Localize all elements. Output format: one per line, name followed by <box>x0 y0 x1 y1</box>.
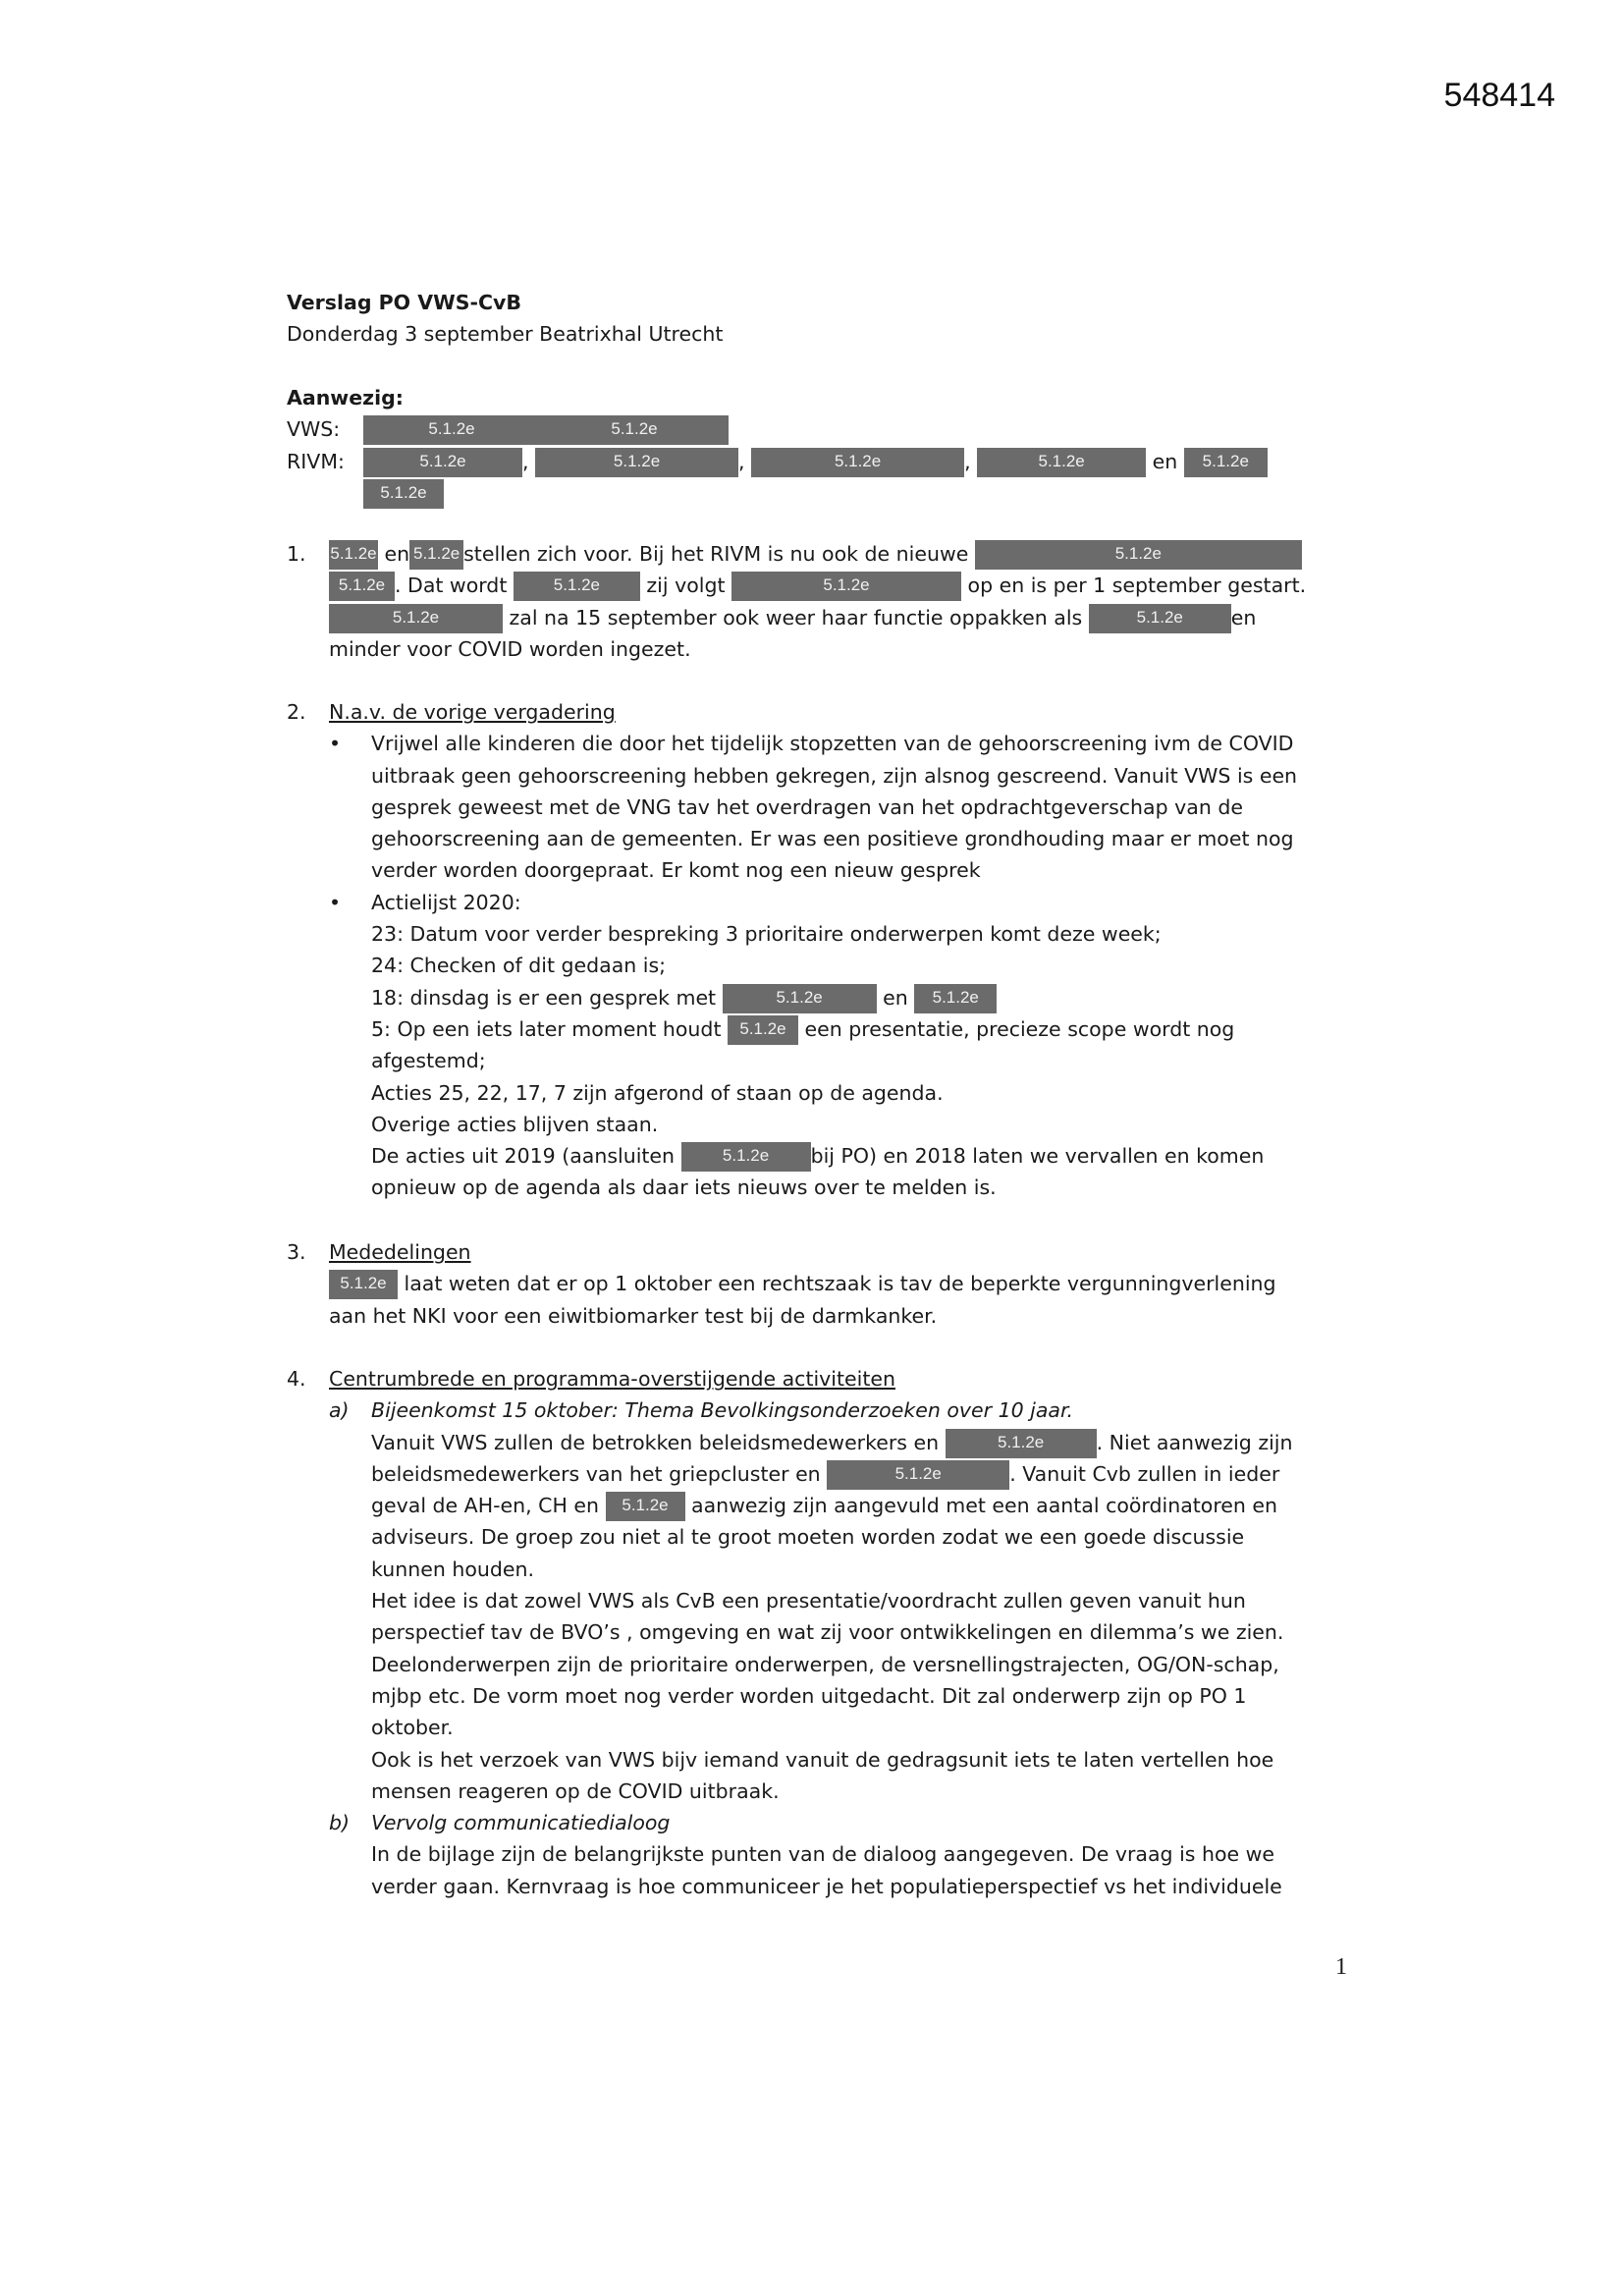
text-fragment: . Vanuit Cvb zullen in ieder <box>1009 1461 1280 1486</box>
subitem-label: a) <box>329 1398 350 1423</box>
redaction-box: 5.1.2e <box>1089 604 1231 633</box>
section-heading <box>287 1236 1367 1268</box>
redaction-box: 5.1.2e <box>946 1429 1097 1458</box>
text-fragment: In de bijlage zijn de belangrijkste punten van de dialoog aangegeven. De vraag is hoe we <box>371 1842 1275 1867</box>
text-fragment: uitbraak geen gehoorscreening hebben gekregen, zijn alsnog gescreend. Vanuit VWS is een <box>371 763 1298 788</box>
redaction-box: 5.1.2e <box>329 604 503 633</box>
bullet-item <box>287 887 1367 918</box>
section-1 <box>287 538 1367 665</box>
document-number: 548414 <box>1443 77 1555 114</box>
text-fragment: De acties uit 2019 (aansluiten <box>371 1144 681 1169</box>
redaction-box: 5.1.2e <box>363 415 540 445</box>
text-fragment: beleidsmedewerkers van het griepcluster en <box>371 1461 828 1486</box>
redaction-box: 5.1.2e <box>329 1270 398 1299</box>
text-line <box>287 1458 1367 1490</box>
text-fragment: minder voor COVID worden ingezet. <box>329 636 691 661</box>
section-title: Centrumbrede en programma-overstijgende activiteiten <box>329 1367 895 1391</box>
text-line <box>287 1268 1367 1299</box>
text-fragment: laat weten dat er op 1 oktober een rechtszaak is tav de beperkte vergunningverlening <box>398 1272 1276 1296</box>
text-fragment: geval de AH-en, CH en <box>371 1494 606 1518</box>
text-line <box>287 1109 1367 1140</box>
text-line <box>287 1776 1367 1807</box>
text-fragment: en <box>1230 605 1257 629</box>
redaction-box: 5.1.2e <box>827 1460 1009 1490</box>
text-fragment: Vrijwel alle kinderen die door het tijdelijk stopzetten van de gehoorscreening ivm de COVID <box>371 732 1294 756</box>
text-line <box>287 854 1367 886</box>
text-line <box>287 1490 1367 1521</box>
text-fragment: mensen reageren op de COVID uitbraak. <box>371 1778 780 1803</box>
bullet-item <box>287 728 1367 759</box>
text-fragment: oktober. <box>371 1716 454 1740</box>
text-fragment: Acties 25, 22, 17, 7 zijn afgerond of staan op de agenda. <box>371 1080 944 1105</box>
text-line <box>287 1140 1367 1172</box>
text-line <box>287 918 1367 950</box>
text-line <box>287 602 1367 633</box>
text-fragment: , <box>964 449 978 473</box>
text-line <box>287 1712 1367 1743</box>
section-heading <box>287 1363 1367 1394</box>
text-fragment: gesprek geweest met de VNG tav het overdragen van het opdrachtgeverschap van de <box>371 794 1243 819</box>
section-4 <box>287 1363 1367 1902</box>
bullet-icon: • <box>329 732 342 756</box>
text-line <box>287 982 1367 1013</box>
text-line <box>287 1680 1367 1712</box>
text-fragment: en <box>876 985 915 1010</box>
redaction-box: 5.1.2e <box>514 572 640 601</box>
text-fragment: , <box>522 449 536 473</box>
text-line <box>287 1554 1367 1585</box>
text-line <box>287 1394 1367 1426</box>
attendance-block <box>287 382 1367 509</box>
text-fragment: Overige acties blijven staan. <box>371 1112 659 1136</box>
text-line <box>287 1427 1367 1458</box>
text-fragment: Vervolg communicatiedialoog <box>371 1811 671 1835</box>
redaction-box: 5.1.2e <box>977 448 1146 477</box>
text-line <box>287 1871 1367 1902</box>
text-line <box>287 1807 1367 1838</box>
text-fragment: zij volgt <box>639 574 732 598</box>
attendance-org-label: RIVM: <box>287 449 345 473</box>
document-title: Verslag PO VWS-CvB <box>287 291 522 314</box>
section-3 <box>287 1236 1367 1332</box>
text-fragment: . Dat wordt <box>395 574 514 598</box>
document-subtitle: Donderdag 3 september Beatrixhal Utrecht <box>287 322 724 347</box>
text-fragment: mjbp etc. De vorm moet nog verder worden uitgedacht. Dit zal onderwerp zijn op PO 1 <box>371 1683 1247 1708</box>
text-fragment: en <box>378 542 410 566</box>
text-fragment: Actielijst 2020: <box>371 890 521 914</box>
redaction-box: 5.1.2e <box>535 448 738 477</box>
text-line <box>287 1616 1367 1648</box>
redaction-box: 5.1.2e <box>329 540 378 570</box>
text-line <box>287 760 1367 792</box>
redaction-box: 5.1.2e <box>409 540 463 570</box>
text-fragment: verder gaan. Kernvraag is hoe communiceer je het populatieperspectief vs het individuele <box>371 1874 1282 1898</box>
redaction-box: 5.1.2e <box>329 572 395 601</box>
section-number: 1. <box>287 542 306 566</box>
text-fragment: stellen zich voor. Bij het RIVM is nu ook de nieuwe <box>463 542 975 566</box>
text-line <box>287 1838 1367 1870</box>
redaction-box: 5.1.2e <box>914 984 997 1013</box>
text-line <box>287 1077 1367 1109</box>
text-fragment: Ook is het verzoek van VWS bijv iemand vanuit de gedragsunit iets te laten vertellen hoe <box>371 1747 1274 1772</box>
text-fragment: Bijeenkomst 15 oktober: Thema Bevolkingsonderzoeken over 10 jaar. <box>371 1398 1074 1423</box>
document-header <box>287 287 1367 351</box>
text-line <box>287 1744 1367 1776</box>
redaction-box: 5.1.2e <box>363 448 522 477</box>
text-fragment: 24: Checken of dit gedaan is; <box>371 954 667 978</box>
text-line <box>287 950 1367 981</box>
attendance-org-label: VWS: <box>287 417 341 442</box>
redaction-box: 5.1.2e <box>1184 448 1268 477</box>
text-fragment: aanwezig zijn aangevuld met een aantal coördinatoren en <box>684 1494 1278 1518</box>
text-line <box>287 1172 1367 1203</box>
text-fragment: op en is per 1 september gestart. <box>961 574 1307 598</box>
text-fragment: , <box>738 449 752 473</box>
attendance-line <box>287 477 1367 509</box>
text-fragment: 23: Datum voor verder bespreking 3 prioritaire onderwerpen komt deze week; <box>371 922 1162 947</box>
text-fragment: Het idee is dat zowel VWS als CvB een presentatie/voordracht zullen geven vanuit hun <box>371 1589 1246 1613</box>
text-fragment: en <box>1146 449 1184 473</box>
attendance-line <box>287 446 1367 477</box>
section-heading <box>287 696 1367 728</box>
section-2 <box>287 696 1367 1204</box>
text-line <box>287 1013 1367 1045</box>
text-line <box>287 1300 1367 1332</box>
subitem-label: b) <box>329 1811 351 1835</box>
text-fragment: opnieuw op de agenda als daar iets nieuws over te melden is. <box>371 1175 997 1200</box>
redaction-box: 5.1.2e <box>606 1492 685 1521</box>
attendance-line <box>287 413 1367 445</box>
section-title: N.a.v. de vorige vergadering <box>329 700 616 724</box>
text-line <box>287 1521 1367 1553</box>
redaction-box: 5.1.2e <box>723 984 877 1013</box>
text-fragment: zal na 15 september ook weer haar functie oppakken als <box>503 605 1089 629</box>
text-fragment: adviseurs. De groep zou niet al te groot moeten worden zodat we een goede discussie <box>371 1525 1245 1550</box>
redaction-box: 5.1.2e <box>731 572 961 601</box>
text-fragment: een presentatie, precieze scope wordt nog <box>798 1016 1235 1041</box>
text-fragment: kunnen houden. <box>371 1557 535 1581</box>
text-fragment: afgestemd; <box>371 1049 486 1073</box>
text-line <box>287 1649 1367 1680</box>
text-fragment: perspectief tav de BVO’s , omgeving en wat zij voor ontwikkelingen en dilemma’s we zien. <box>371 1620 1284 1645</box>
text-line <box>287 1045 1367 1076</box>
text-fragment: Deelonderwerpen zijn de prioritaire onderwerpen, de versnellingstrajecten, OG/ON-schap, <box>371 1652 1279 1676</box>
text-line <box>287 792 1367 823</box>
redaction-box: 5.1.2e <box>540 415 729 445</box>
text-fragment: verder worden doorgepraat. Er komt nog een nieuw gesprek <box>371 858 981 883</box>
section-number: 2. <box>287 700 306 724</box>
text-fragment: . Niet aanwezig zijn <box>1096 1430 1293 1454</box>
text-fragment: 18: dinsdag is er een gesprek met <box>371 985 723 1010</box>
text-fragment: gehoorscreening aan de gemeenten. Er was een positieve grondhouding maar er moet nog <box>371 827 1294 851</box>
section-number: 3. <box>287 1240 306 1264</box>
redaction-box: 5.1.2e <box>975 540 1302 570</box>
section-title: Mededelingen <box>329 1240 471 1264</box>
attendance-label: Aanwezig: <box>287 386 404 410</box>
redaction-box: 5.1.2e <box>728 1015 798 1045</box>
text-line <box>287 1585 1367 1616</box>
text-line <box>287 570 1367 601</box>
redaction-box: 5.1.2e <box>751 448 964 477</box>
redaction-box: 5.1.2e <box>681 1142 811 1172</box>
section-number: 4. <box>287 1367 306 1391</box>
text-line <box>287 823 1367 854</box>
text-fragment: Vanuit VWS zullen de betrokken beleidsmedewerkers en <box>371 1430 946 1454</box>
text-fragment: aan het NKI voor een eiwitbiomarker test bij de darmkanker. <box>329 1303 938 1328</box>
text-line <box>287 633 1367 665</box>
redaction-box: 5.1.2e <box>363 479 444 509</box>
bullet-icon: • <box>329 890 342 914</box>
text-fragment: 5: Op een iets later moment houdt <box>371 1016 728 1041</box>
page-number: 1 <box>1335 1954 1347 1980</box>
section-heading <box>287 538 1367 570</box>
text-fragment: bij PO) en 2018 laten we vervallen en komen <box>810 1144 1265 1169</box>
